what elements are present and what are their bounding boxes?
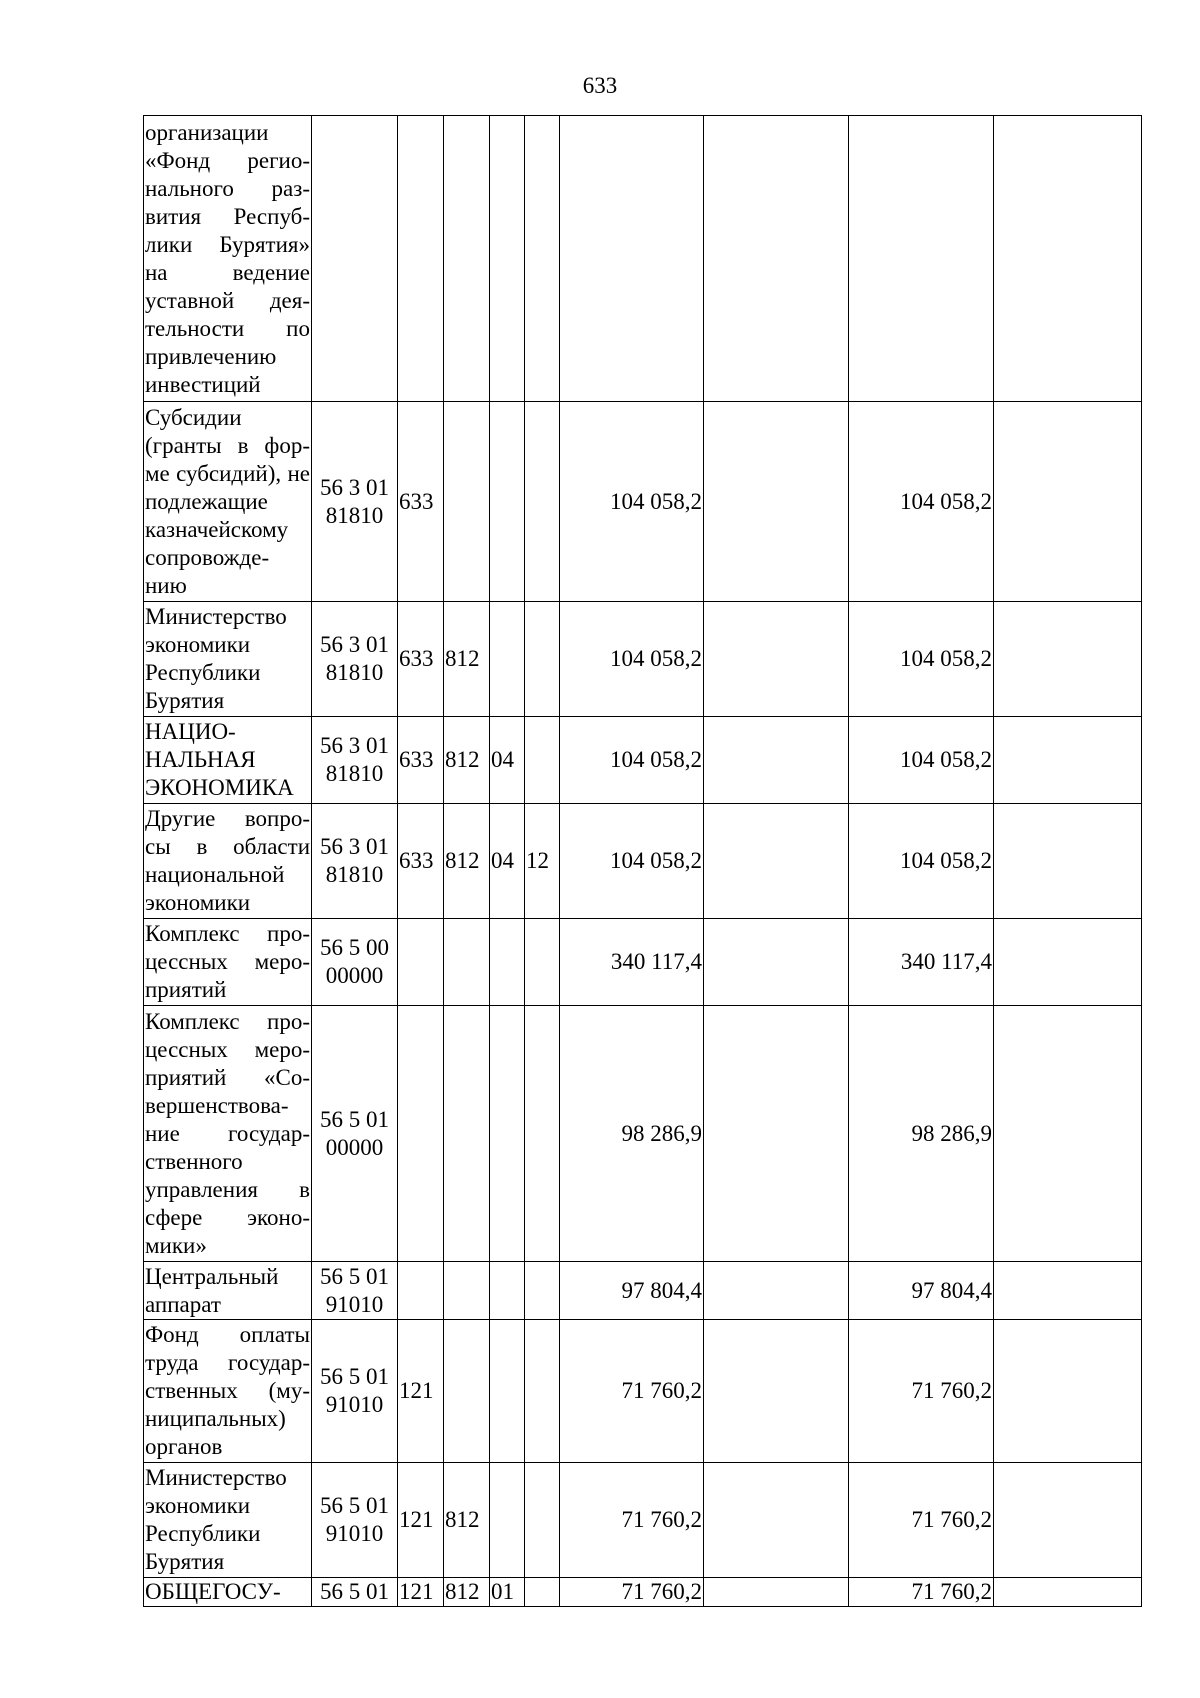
ministry-code-cell: 812: [444, 602, 490, 717]
row-name-cell: Министерство экономики Республики Бурятия: [144, 602, 312, 717]
amount-cell-1: 71 760,2: [560, 1578, 704, 1607]
table-row: [144, 1578, 1142, 1607]
row-name-cell: Субсидии (гранты в фор-ме субсидий), не подлежащие казначейскому сопровожде-нию: [144, 402, 312, 602]
amount-cell-2: [704, 717, 849, 804]
row-name-cell: НАЦИО-НАЛЬНАЯ ЭКОНОМИКА: [144, 717, 312, 804]
expense-type-cell: 121: [398, 1320, 444, 1463]
amount-cell-3: 71 760,2: [849, 1320, 994, 1463]
section-cell: [490, 1262, 525, 1320]
subsection-cell: [525, 1578, 560, 1607]
table-body: [144, 116, 1142, 1607]
expense-type-cell: 633: [398, 804, 444, 919]
amount-cell-3: 97 804,4: [849, 1262, 994, 1320]
subsection-cell: [525, 1320, 560, 1463]
expense-type-cell: [398, 1262, 444, 1320]
amount-cell-3: [849, 116, 994, 402]
expense-type-cell: 633: [398, 402, 444, 602]
table-row: [144, 1320, 1142, 1463]
subsection-cell: [525, 602, 560, 717]
amount-cell-4: [994, 804, 1142, 919]
ministry-code-cell: 812: [444, 804, 490, 919]
expense-type-cell: [398, 919, 444, 1006]
amount-cell-1: 71 760,2: [560, 1320, 704, 1463]
ministry-code-cell: [444, 1006, 490, 1262]
amount-cell-2: [704, 1463, 849, 1578]
amount-cell-1: 98 286,9: [560, 1006, 704, 1262]
row-name-cell: Комплекс про-цессных меро-приятий: [144, 919, 312, 1006]
ministry-code-cell: [444, 919, 490, 1006]
row-name-cell: Министерство экономики Республики Бурятия: [144, 1463, 312, 1578]
amount-cell-4: [994, 1578, 1142, 1607]
amount-cell-3: 104 058,2: [849, 717, 994, 804]
amount-cell-3: 71 760,2: [849, 1578, 994, 1607]
target-code-cell: [312, 116, 398, 402]
expense-type-cell: 633: [398, 602, 444, 717]
subsection-cell: [525, 402, 560, 602]
amount-cell-1: 104 058,2: [560, 717, 704, 804]
amount-cell-1: 104 058,2: [560, 402, 704, 602]
amount-cell-2: [704, 116, 849, 402]
target-code-cell: 56 5 01 91010: [312, 1262, 398, 1320]
section-cell: [490, 919, 525, 1006]
ministry-code-cell: 812: [444, 1463, 490, 1578]
amount-cell-3: 104 058,2: [849, 804, 994, 919]
table-row: [144, 1262, 1142, 1320]
amount-cell-1: 71 760,2: [560, 1463, 704, 1578]
subsection-cell: [525, 1006, 560, 1262]
expense-type-cell: 121: [398, 1578, 444, 1607]
section-cell: [490, 402, 525, 602]
target-code-cell: 56 5 00 00000: [312, 919, 398, 1006]
page-number: 633: [582, 73, 618, 98]
amount-cell-2: [704, 1262, 849, 1320]
amount-cell-4: [994, 116, 1142, 402]
amount-cell-3: 104 058,2: [849, 402, 994, 602]
amount-cell-1: 104 058,2: [560, 804, 704, 919]
amount-cell-2: [704, 602, 849, 717]
subsection-cell: 12: [525, 804, 560, 919]
table-row: [144, 919, 1142, 1006]
table-row: [144, 602, 1142, 717]
amount-cell-4: [994, 602, 1142, 717]
row-name-cell: Центральный аппарат: [144, 1262, 312, 1320]
amount-cell-3: 340 117,4: [849, 919, 994, 1006]
target-code-cell: 56 3 01 81810: [312, 602, 398, 717]
subsection-cell: [525, 1262, 560, 1320]
section-cell: 01: [490, 1578, 525, 1607]
section-cell: [490, 116, 525, 402]
expense-type-cell: [398, 116, 444, 402]
ministry-code-cell: [444, 116, 490, 402]
row-name-cell: организации «Фонд регио-нального раз-вития Респуб-лики Бурятия» на ведение уставной дея-тельности по привлечению инвестиций: [144, 116, 312, 402]
target-code-cell: 56 3 01 81810: [312, 804, 398, 919]
subsection-cell: [525, 116, 560, 402]
table-row: [144, 1006, 1142, 1262]
amount-cell-2: [704, 919, 849, 1006]
amount-cell-4: [994, 717, 1142, 804]
amount-cell-1: 97 804,4: [560, 1262, 704, 1320]
section-cell: [490, 1006, 525, 1262]
section-cell: [490, 1463, 525, 1578]
row-name-cell: Комплекс про-цессных меро-приятий «Со-вершенствова-ние государ-ственного управления в сфере эконо-мики»: [144, 1006, 312, 1262]
expense-type-cell: 121: [398, 1463, 444, 1578]
expense-type-cell: 633: [398, 717, 444, 804]
amount-cell-1: 104 058,2: [560, 602, 704, 717]
amount-cell-4: [994, 1463, 1142, 1578]
target-code-cell: 56 5 01 91010: [312, 1463, 398, 1578]
amount-cell-2: [704, 402, 849, 602]
amount-cell-4: [994, 1262, 1142, 1320]
section-cell: 04: [490, 804, 525, 919]
target-code-cell: 56 5 01 00000: [312, 1006, 398, 1262]
amount-cell-1: 340 117,4: [560, 919, 704, 1006]
amount-cell-4: [994, 919, 1142, 1006]
amount-cell-3: 98 286,9: [849, 1006, 994, 1262]
ministry-code-cell: [444, 1262, 490, 1320]
amount-cell-3: 71 760,2: [849, 1463, 994, 1578]
table-row: [144, 402, 1142, 602]
amount-cell-2: [704, 1006, 849, 1262]
section-cell: 04: [490, 717, 525, 804]
table-row: [144, 116, 1142, 402]
subsection-cell: [525, 919, 560, 1006]
target-code-cell: 56 3 01 81810: [312, 717, 398, 804]
amount-cell-2: [704, 1578, 849, 1607]
table-row: [144, 804, 1142, 919]
section-cell: [490, 602, 525, 717]
amount-cell-4: [994, 1006, 1142, 1262]
amount-cell-4: [994, 402, 1142, 602]
subsection-cell: [525, 1463, 560, 1578]
section-cell: [490, 1320, 525, 1463]
amount-cell-3: 104 058,2: [849, 602, 994, 717]
target-code-cell: 56 5 01: [312, 1578, 398, 1607]
ministry-code-cell: 812: [444, 1578, 490, 1607]
target-code-cell: 56 5 01 91010: [312, 1320, 398, 1463]
row-name-cell: Фонд оплаты труда государ-ственных (му-ниципальных) органов: [144, 1320, 312, 1463]
amount-cell-4: [994, 1320, 1142, 1463]
table-row: [144, 717, 1142, 804]
row-name-cell: ОБЩЕГОСУ-: [144, 1578, 312, 1607]
target-code-cell: 56 3 01 81810: [312, 402, 398, 602]
expense-type-cell: [398, 1006, 444, 1262]
ministry-code-cell: [444, 402, 490, 602]
ministry-code-cell: [444, 1320, 490, 1463]
row-name-cell: Другие вопро-сы в области национальной экономики: [144, 804, 312, 919]
table-row: [144, 1463, 1142, 1578]
amount-cell-1: [560, 116, 704, 402]
budget-table: [143, 115, 1142, 1607]
amount-cell-2: [704, 1320, 849, 1463]
ministry-code-cell: 812: [444, 717, 490, 804]
subsection-cell: [525, 717, 560, 804]
amount-cell-2: [704, 804, 849, 919]
